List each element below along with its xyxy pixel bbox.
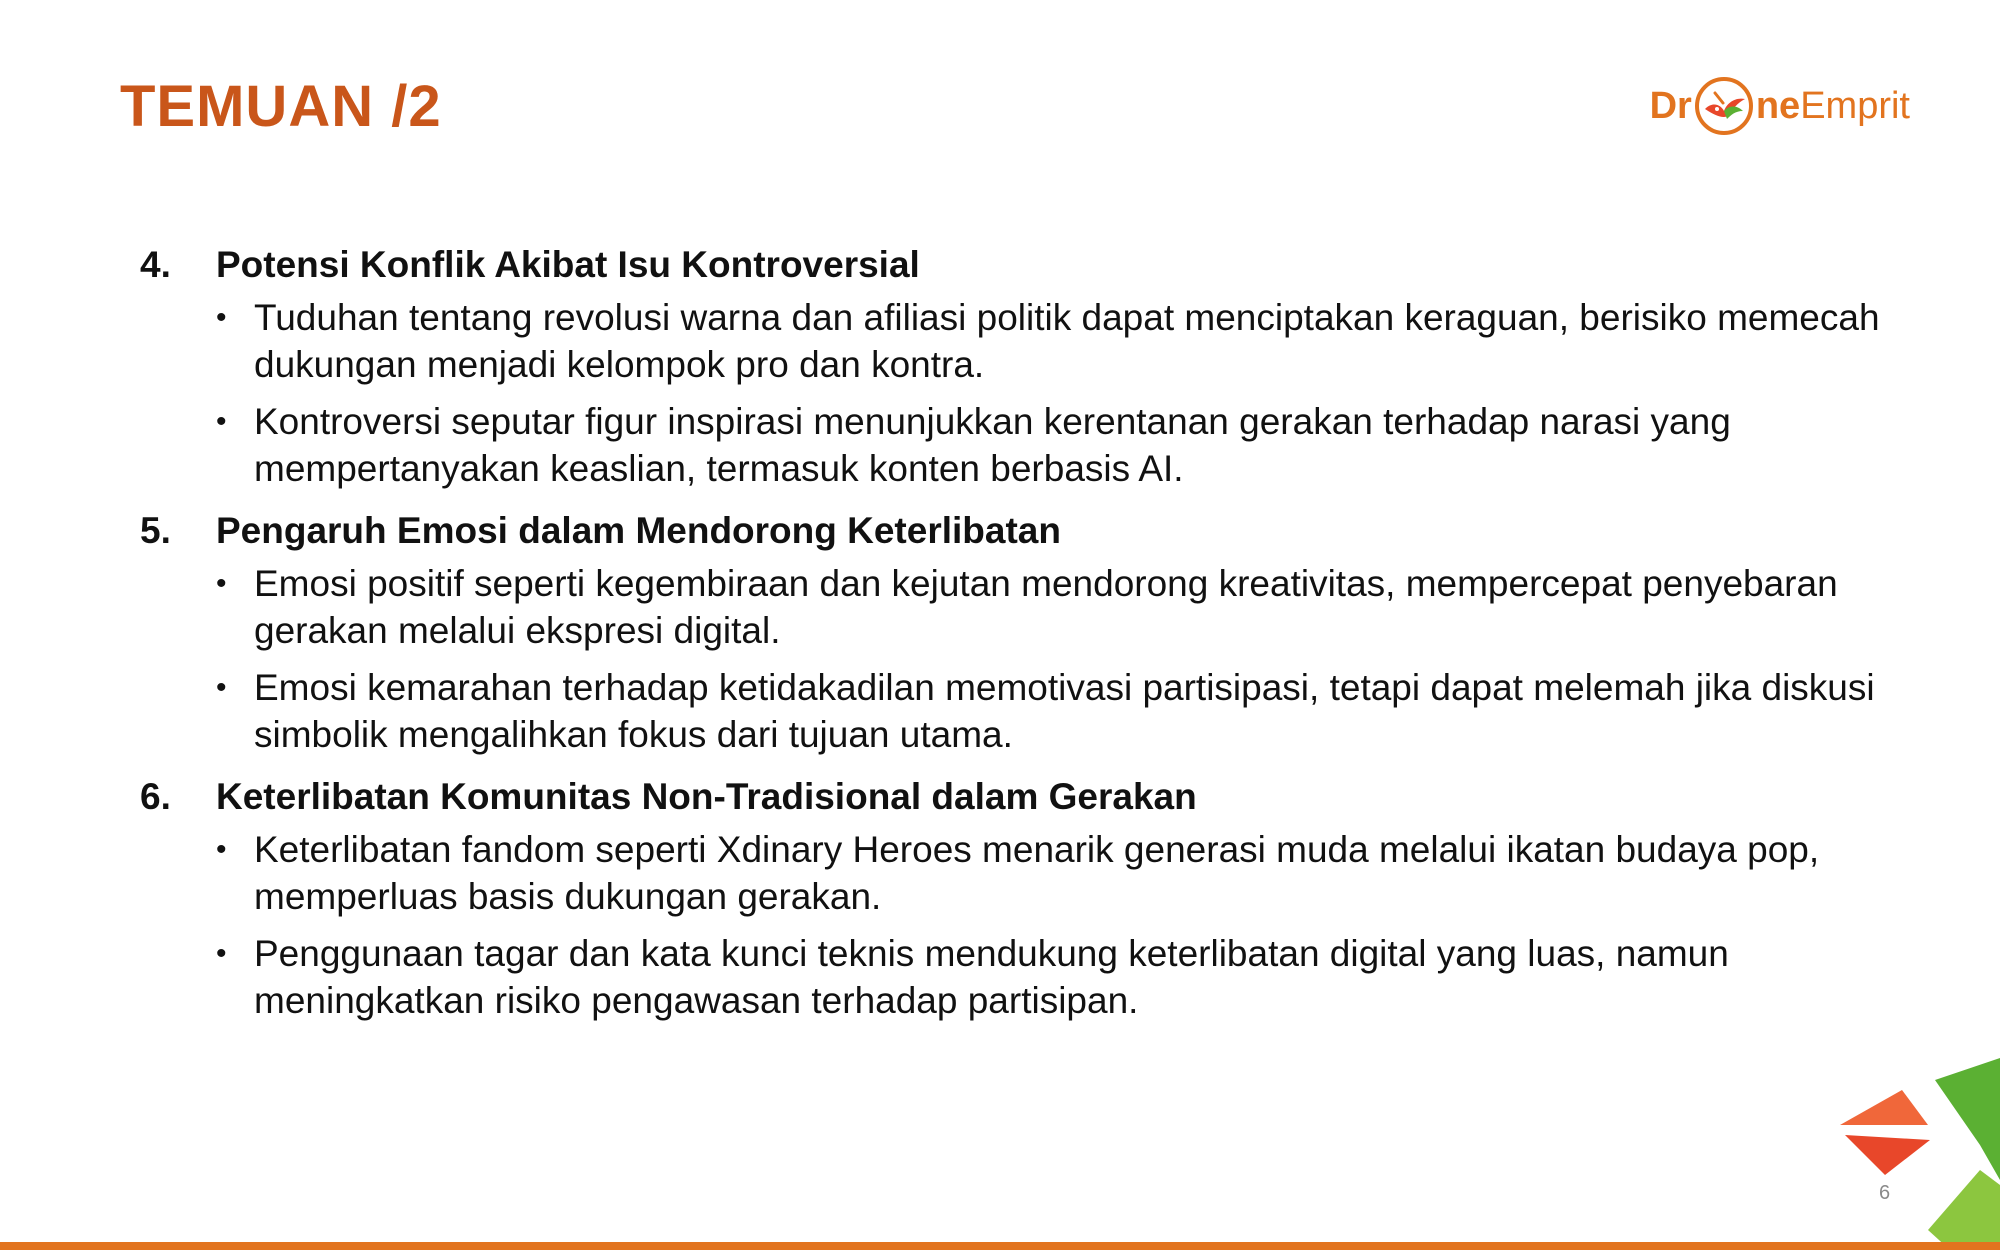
bullet-dot-icon: • xyxy=(216,405,227,438)
bullet-text: Keterlibatan fandom seperti Xdinary Heroes menarik generasi muda melalui ikatan budaya pop, memperluas basis dukungan gerakan. xyxy=(254,829,1820,917)
bullet-dot-icon: • xyxy=(216,833,227,866)
decor-red-shard xyxy=(1845,1135,1930,1175)
finding-title: Keterlibatan Komunitas Non-Tradisional dalam Gerakan xyxy=(216,776,1197,817)
logo-text-dr: Dr xyxy=(1649,85,1692,127)
bullet-dot-icon: • xyxy=(216,301,227,334)
bullet-list xyxy=(140,826,1880,1024)
finding-title: Potensi Konflik Akibat Isu Kontroversial xyxy=(216,244,920,285)
finding-section xyxy=(140,772,1880,1024)
bullet-dot-icon: • xyxy=(216,671,227,704)
finding-section xyxy=(140,240,1880,492)
findings-list xyxy=(140,240,1880,1038)
bullet-list xyxy=(140,294,1880,492)
bullet-text: Tuduhan tentang revolusi warna dan afiliasi politik dapat menciptakan keraguan, berisiko memecah dukungan menjadi kelompok pro dan kontra. xyxy=(254,297,1880,385)
decor-green-shard xyxy=(1935,1058,2000,1180)
corner-decoration xyxy=(1840,1050,2000,1250)
logo-text-emprit: Emprit xyxy=(1800,85,1910,127)
bullet-list xyxy=(140,560,1880,758)
bullet-item xyxy=(216,398,1880,492)
page-number: 6 xyxy=(1879,1182,1891,1204)
slide-title: TEMUAN /2 xyxy=(120,74,442,139)
finding-number: 4. xyxy=(140,244,171,285)
finding-heading xyxy=(140,506,1880,556)
finding-number: 6. xyxy=(140,776,171,817)
bullet-item xyxy=(216,826,1880,920)
drone-emprit-logo xyxy=(1650,74,1910,138)
finding-heading xyxy=(140,772,1880,822)
bottom-accent-bar xyxy=(0,1242,2000,1250)
decor-orange-shard xyxy=(1840,1090,1928,1125)
bullet-text: Emosi kemarahan terhadap ketidakadilan memotivasi partisipasi, tetapi dapat melemah jika diskusi simbolik mengalihkan fokus dari tujuan utama. xyxy=(254,667,1875,755)
bullet-dot-icon: • xyxy=(216,937,227,970)
finding-title: Pengaruh Emosi dalam Mendorong Keterlibatan xyxy=(216,510,1061,551)
finding-section xyxy=(140,506,1880,758)
bullet-item xyxy=(216,930,1880,1024)
decor-lightgreen-shard xyxy=(1928,1170,2000,1250)
bullet-text: Emosi positif seperti kegembiraan dan kejutan mendorong kreativitas, mempercepat penyebaran gerakan melalui ekspresi digital. xyxy=(254,563,1838,651)
bullet-item xyxy=(216,560,1880,654)
bullet-item xyxy=(216,664,1880,758)
bullet-text: Penggunaan tagar dan kata kunci teknis mendukung keterlibatan digital yang luas, namun meningkatkan risiko pengawasan terhadap partisipan. xyxy=(254,933,1729,1021)
bullet-text: Kontroversi seputar figur inspirasi menunjukkan kerentanan gerakan terhadap narasi yang mempertanyakan keaslian, termasuk konten berbasis AI. xyxy=(254,401,1731,489)
bullet-dot-icon: • xyxy=(216,567,227,600)
logo-text-ne: ne xyxy=(1755,85,1801,127)
finding-heading xyxy=(140,240,1880,290)
bullet-item xyxy=(216,294,1880,388)
finding-number: 5. xyxy=(140,510,171,551)
drone-bird-icon xyxy=(1693,75,1755,137)
